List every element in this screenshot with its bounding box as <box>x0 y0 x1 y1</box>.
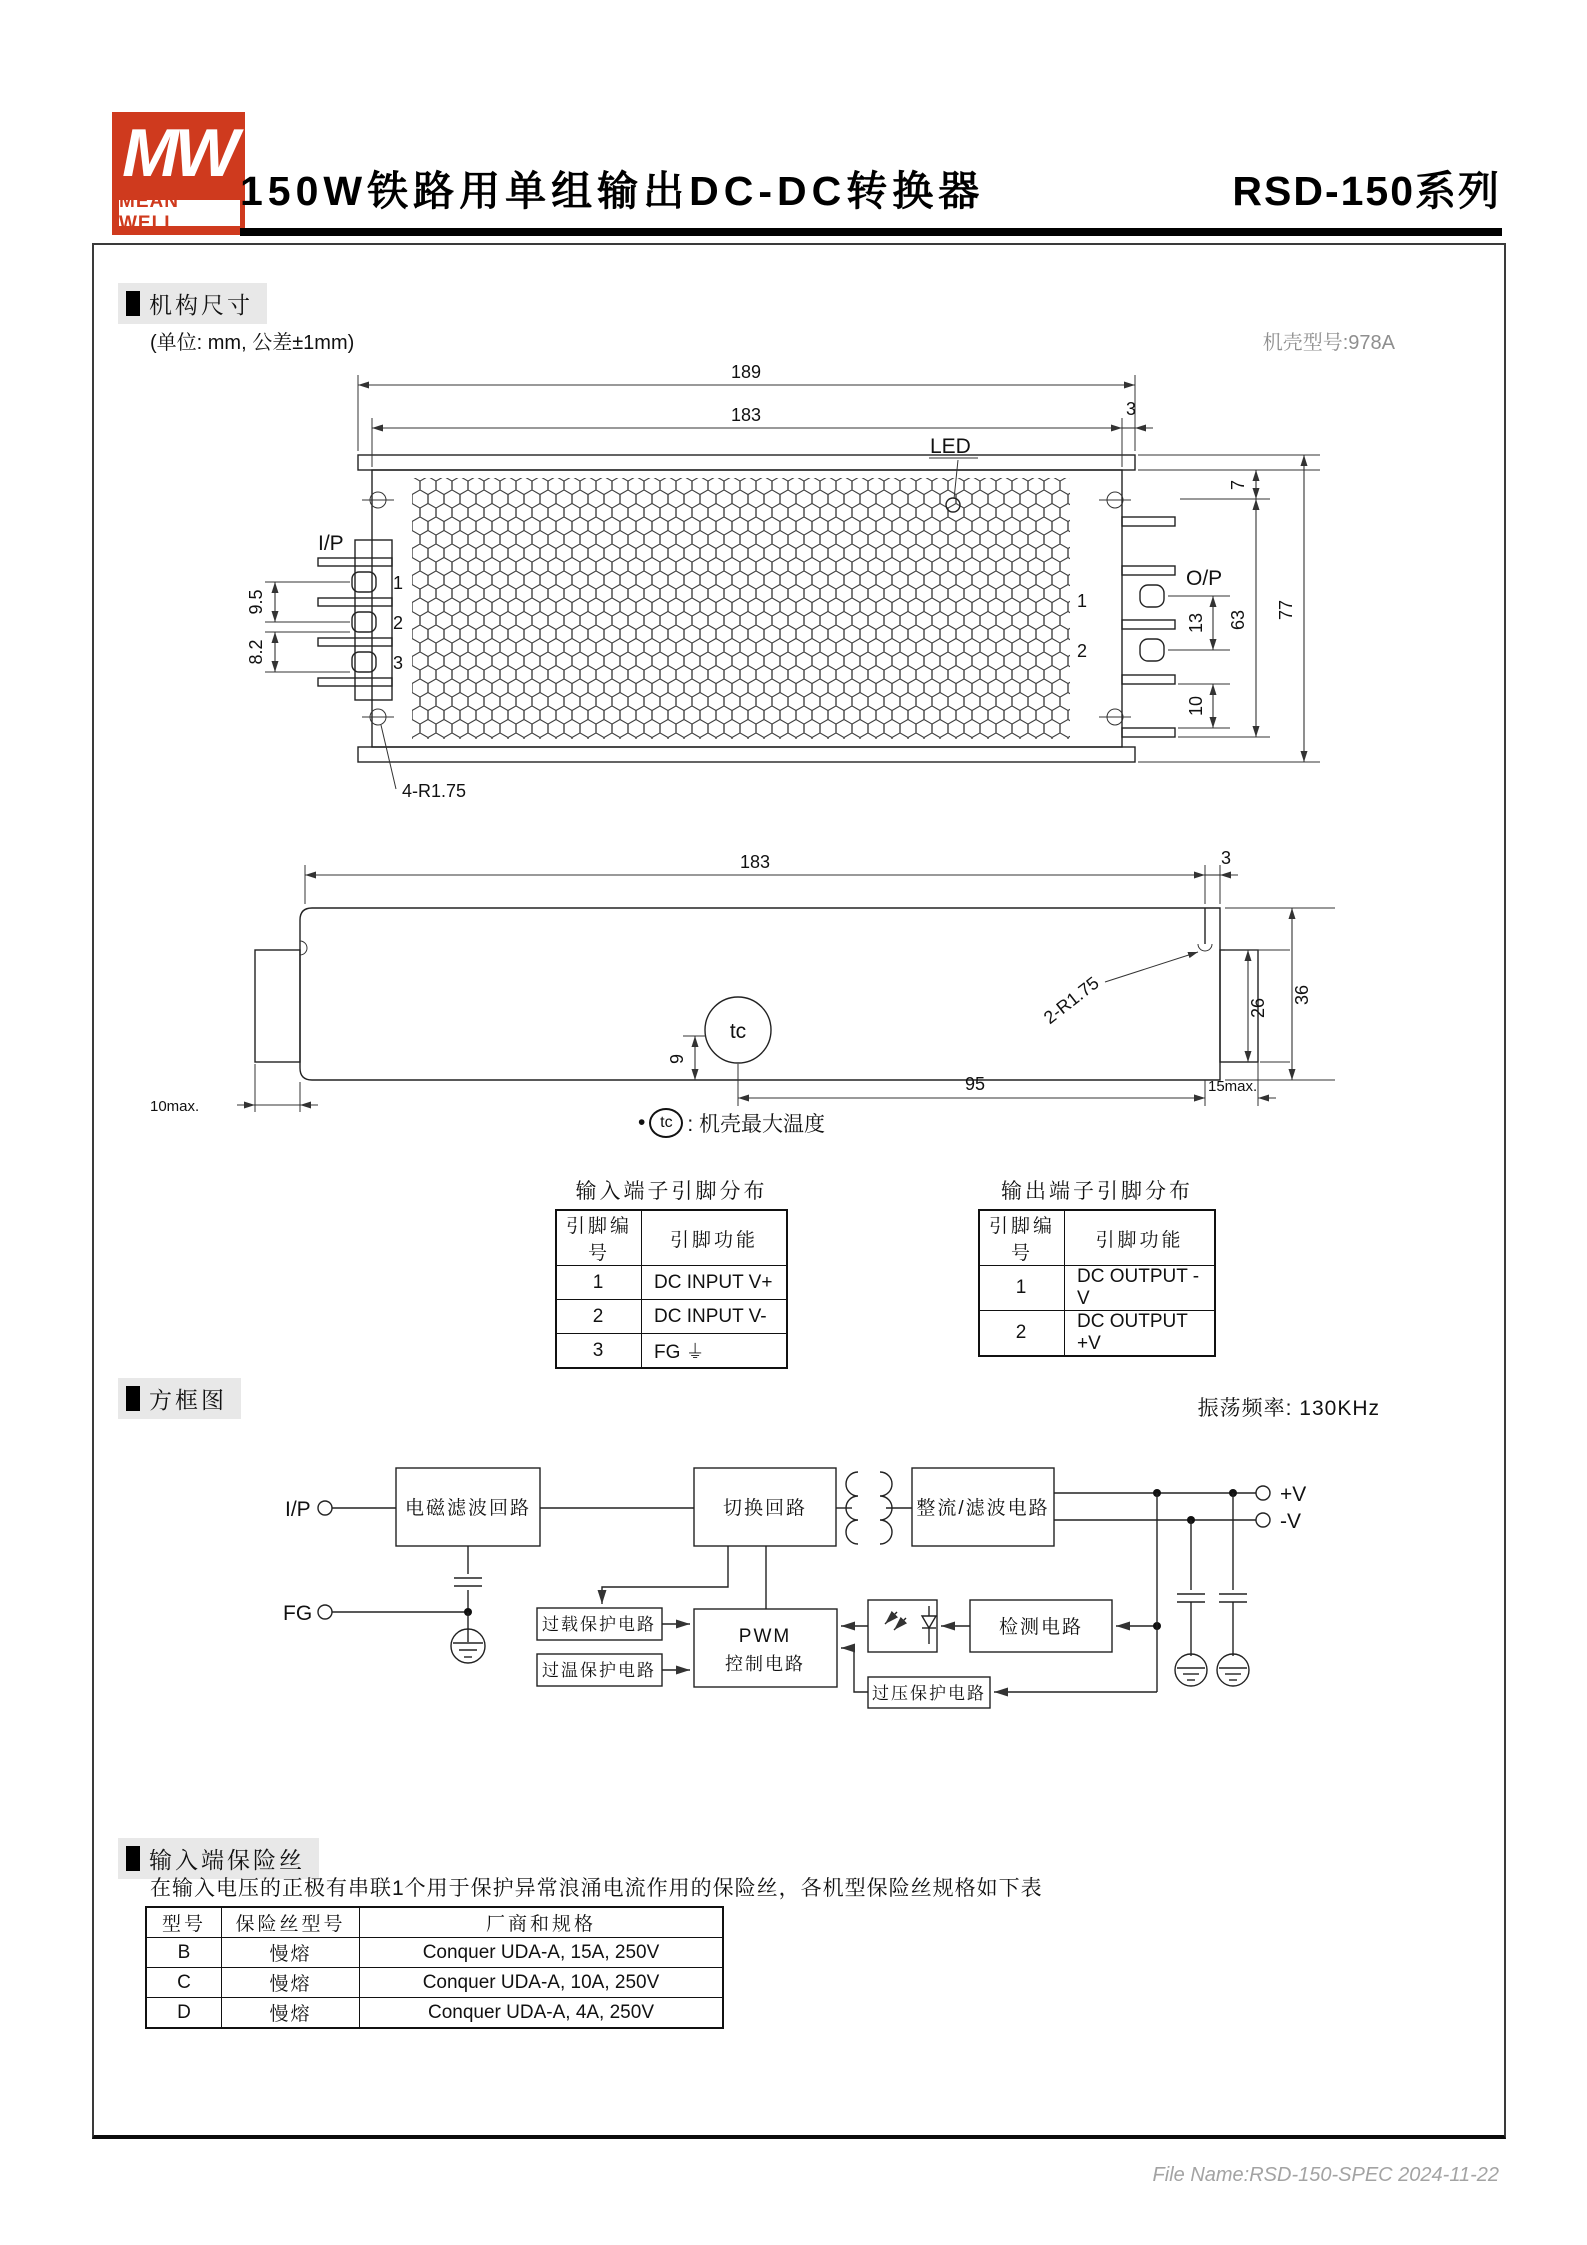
side-dim-95: 95 <box>964 1074 986 1094</box>
dim-183: 183 <box>730 405 762 425</box>
input-pin-table <box>555 1175 788 1369</box>
side-dim-radius: 2-R1.75 <box>1039 972 1103 1028</box>
col-header-spec: 厂商和规格 <box>360 1907 724 1938</box>
function-cell: DC OUTPUT +V <box>1065 1311 1216 1357</box>
spec-cell: Conquer UDA-A, 10A, 250V <box>360 1968 724 1998</box>
input-pin-2: 2 <box>392 613 404 633</box>
spec-cell: Conquer UDA-A, 4A, 250V <box>360 1998 724 2029</box>
col-header-fuse-type: 保险丝型号 <box>222 1907 360 1938</box>
function-cell: DC OUTPUT -V <box>1065 1266 1216 1311</box>
block-pwm-line1: PWM <box>738 1626 792 1647</box>
block-fg-label: FG <box>283 1602 313 1625</box>
section-block-diagram-heading: 方框图 <box>118 1378 241 1419</box>
model-cell: D <box>146 1998 222 2029</box>
block-vplus-label: +V <box>1280 1483 1307 1506</box>
block-overload-box: 过载保护电路 <box>542 1615 656 1634</box>
block-overtemp-box: 过温保护电路 <box>542 1661 656 1680</box>
input-pin-1: 1 <box>392 573 404 593</box>
pin-cell: 1 <box>556 1266 642 1300</box>
side-dim-26: 26 <box>1248 997 1268 1019</box>
spec-cell: Conquer UDA-A, 15A, 250V <box>360 1938 724 1968</box>
col-header-pin: 引脚编号 <box>556 1210 642 1266</box>
unit-note: (单位: mm, 公差±1mm) <box>150 332 355 354</box>
block-rectifier-box: 整流/滤波电路 <box>916 1498 1050 1519</box>
block-vminus-label: -V <box>1280 1510 1301 1533</box>
logo-mw-icon: MW <box>122 115 235 191</box>
side-dim-15max: 15max. <box>1208 1078 1258 1095</box>
tc-note <box>638 1108 825 1138</box>
col-header-pin: 引脚编号 <box>979 1210 1065 1266</box>
case-type-note: 机壳型号:978A <box>1262 332 1395 354</box>
col-header-function: 引脚功能 <box>1065 1210 1216 1266</box>
table-row <box>979 1266 1215 1311</box>
model-cell: B <box>146 1938 222 1968</box>
fuse-description: 在输入电压的正极有串联1个用于保护异常浪涌电流作用的保险丝，各机型保险丝规格如下表 <box>150 1877 1043 1900</box>
page-title: 150W铁路用单组输出DC-DC转换器 <box>240 168 985 214</box>
led-label: LED <box>930 435 971 458</box>
col-header-function: 引脚功能 <box>642 1210 788 1266</box>
output-pin-2: 2 <box>1076 641 1088 661</box>
col-header-model: 型号 <box>146 1907 222 1938</box>
input-pin-table-title: 输入端子引脚分布 <box>575 1180 768 1203</box>
output-connector-label: O/P <box>1186 567 1223 590</box>
top-view-drawing <box>140 355 1340 805</box>
side-dim-36: 36 <box>1292 984 1312 1006</box>
title-underline <box>240 228 1502 236</box>
table-row <box>146 1998 723 2029</box>
dim-7: 7 <box>1228 479 1248 491</box>
table-row <box>146 1968 723 1998</box>
type-cell: 慢熔 <box>222 1968 360 1998</box>
tc-symbol: tc <box>729 1020 747 1043</box>
dim-63: 63 <box>1228 609 1248 631</box>
table-row <box>556 1266 787 1300</box>
tc-note-symbol: tc <box>649 1108 683 1138</box>
section-square-icon <box>126 1846 140 1871</box>
tc-note-text: : 机壳最大温度 <box>687 1113 826 1136</box>
output-pin-1: 1 <box>1076 591 1088 611</box>
pin-cell: 3 <box>556 1334 642 1369</box>
input-connector-label: I/P <box>318 532 344 555</box>
section-fuse-heading: 输入端保险丝 <box>118 1838 319 1879</box>
input-pin-3: 3 <box>392 653 404 673</box>
oscillation-frequency-note: 振荡频率: 130KHz <box>1197 1397 1380 1420</box>
function-cell: DC INPUT V+ <box>642 1266 788 1300</box>
side-view-drawing <box>140 840 1340 1140</box>
block-diagram <box>140 1430 1360 1730</box>
tc-note-bullet: • <box>638 1111 646 1134</box>
dim-9-5: 9.5 <box>246 589 266 615</box>
table-row <box>556 1300 787 1334</box>
output-pin-table-title: 输出端子引脚分布 <box>1001 1180 1193 1203</box>
file-name-note: File Name:RSD-150-SPEC 2024-11-22 <box>1152 2164 1499 2186</box>
side-dim-3: 3 <box>1220 848 1232 868</box>
type-cell: 慢熔 <box>222 1998 360 2029</box>
dim-radius-note: 4-R1.75 <box>402 781 467 801</box>
dim-10: 10 <box>1186 695 1206 717</box>
vent-mesh <box>412 478 1070 739</box>
series-title: RSD-150系列 <box>1232 168 1501 214</box>
function-cell: DC INPUT V- <box>642 1300 788 1334</box>
function-cell: FG ⏚ <box>642 1334 788 1369</box>
dim-13: 13 <box>1186 612 1206 634</box>
side-dim-183: 183 <box>739 852 771 872</box>
output-pin-table <box>978 1175 1216 1357</box>
logo-brand-text: MEAN WELL <box>119 191 179 234</box>
block-emi-box: 电磁滤波回路 <box>404 1498 532 1519</box>
type-cell: 慢熔 <box>222 1938 360 1968</box>
block-detect-box: 检测电路 <box>998 1617 1084 1638</box>
block-switch-box: 切换回路 <box>722 1498 808 1519</box>
table-row <box>556 1334 787 1369</box>
meanwell-logo <box>112 112 245 235</box>
model-cell: C <box>146 1968 222 1998</box>
pin-cell: 2 <box>556 1300 642 1334</box>
logo-brand-band <box>119 191 240 234</box>
fuse-table <box>145 1906 724 2029</box>
side-dim-10max: 10max. <box>150 1098 200 1115</box>
dim-3: 3 <box>1125 399 1137 419</box>
block-overvolt-box: 过压保护电路 <box>872 1684 986 1703</box>
section-square-icon <box>126 1386 140 1411</box>
section-square-icon <box>126 291 140 316</box>
pin-cell: 2 <box>979 1311 1065 1357</box>
dim-77: 77 <box>1276 599 1296 621</box>
table-row <box>979 1311 1215 1357</box>
side-dim-9: 9 <box>667 1053 687 1065</box>
table-row <box>146 1938 723 1968</box>
block-ip-label: I/P <box>285 1498 311 1521</box>
pin-cell: 1 <box>979 1266 1065 1311</box>
section-mechanical-heading: 机构尺寸 <box>118 283 267 324</box>
dim-189: 189 <box>730 362 762 382</box>
dim-8-2: 8.2 <box>246 639 266 665</box>
block-pwm-line2: 控制电路 <box>725 1654 805 1674</box>
